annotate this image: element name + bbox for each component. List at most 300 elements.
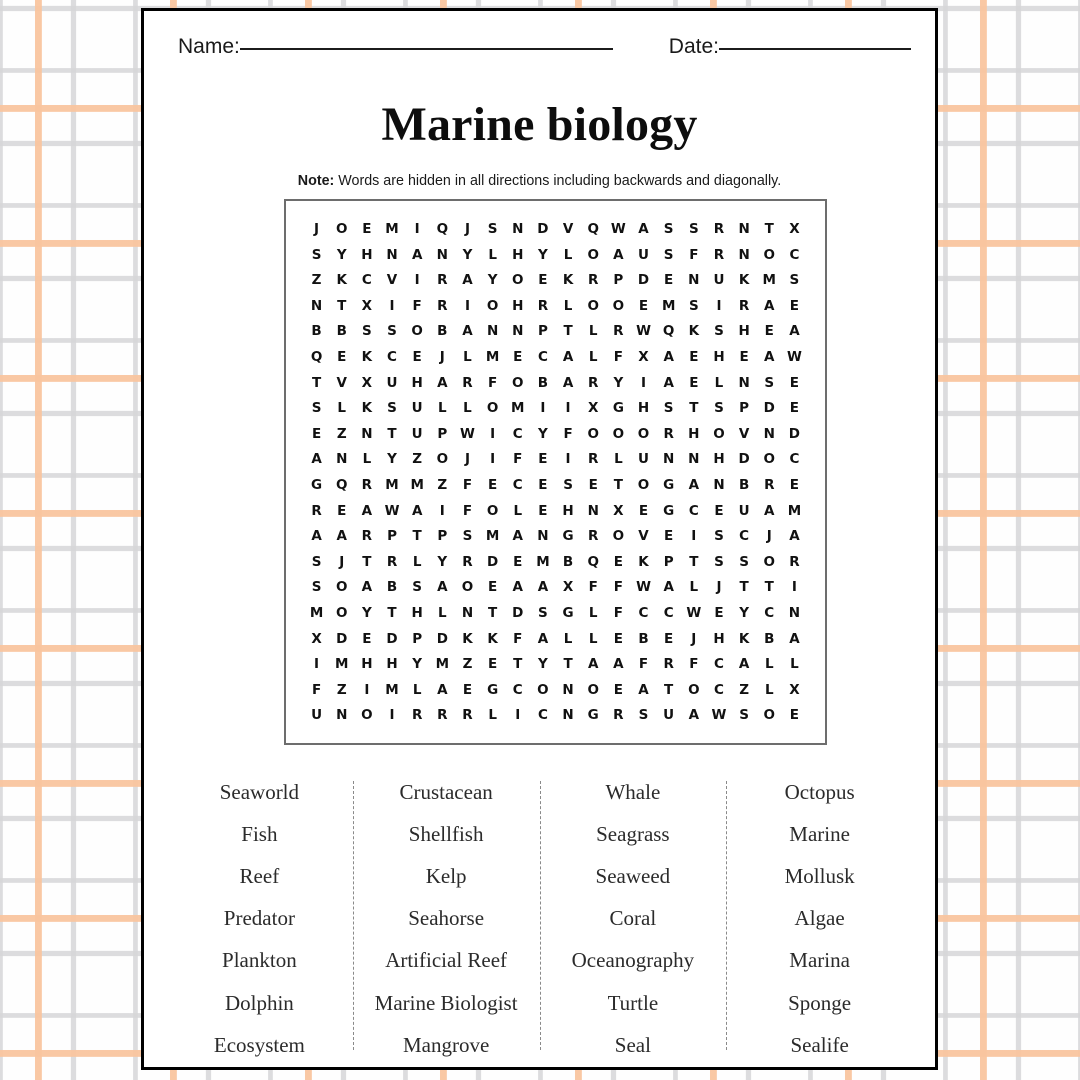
grid-cell[interactable]: T — [689, 400, 699, 417]
grid-cell[interactable]: Z — [412, 451, 423, 468]
grid-cell[interactable]: X — [638, 349, 649, 366]
grid-cell[interactable]: S — [663, 400, 674, 417]
grid-cell[interactable]: B — [738, 476, 750, 493]
grid-cell[interactable]: D — [763, 400, 775, 417]
grid-cell[interactable]: T — [563, 323, 573, 340]
grid-cell[interactable]: O — [637, 425, 650, 442]
grid-cell[interactable]: R — [789, 553, 800, 570]
grid-cell[interactable]: K — [462, 630, 473, 647]
grid-cell[interactable]: A — [562, 349, 574, 366]
grid-cell[interactable]: R — [764, 476, 775, 493]
grid-cell[interactable]: Q — [587, 553, 599, 570]
grid-cell[interactable]: G — [562, 604, 574, 621]
grid-cell[interactable]: B — [311, 323, 322, 340]
grid-cell[interactable]: K — [487, 630, 498, 647]
grid-cell[interactable]: I — [364, 681, 370, 698]
grid-cell[interactable]: R — [462, 553, 473, 570]
grid-cell[interactable]: S — [311, 579, 322, 596]
grid-cell[interactable]: A — [411, 246, 423, 263]
grid-cell[interactable]: E — [538, 272, 548, 289]
grid-cell[interactable]: D — [512, 604, 524, 621]
grid-cell[interactable]: J — [691, 630, 697, 647]
grid-cell[interactable]: U — [411, 400, 423, 417]
grid-cell[interactable]: S — [462, 528, 473, 545]
grid-cell[interactable]: T — [337, 297, 347, 314]
grid-cell[interactable]: A — [361, 502, 373, 519]
grid-cell[interactable]: E — [789, 400, 800, 417]
grid-cell[interactable]: L — [513, 502, 523, 519]
grid-cell[interactable]: I — [414, 221, 420, 238]
grid-cell[interactable]: I — [490, 451, 496, 468]
grid-cell[interactable]: J — [464, 221, 470, 238]
grid-cell[interactable]: C — [537, 349, 548, 366]
grid-cell[interactable]: O — [512, 272, 524, 289]
grid-cell[interactable]: I — [464, 297, 470, 314]
grid-cell[interactable]: S — [714, 553, 724, 570]
grid-cell[interactable]: W — [636, 579, 651, 596]
word-list-item[interactable]: Mollusk — [784, 863, 855, 888]
grid-cell[interactable]: K — [738, 630, 750, 647]
grid-cell[interactable]: R — [437, 272, 448, 289]
grid-cell[interactable]: Y — [437, 553, 448, 570]
grid-cell[interactable]: I — [490, 425, 496, 442]
grid-cell[interactable]: E — [488, 656, 498, 673]
grid-cell[interactable]: A — [512, 528, 523, 545]
grid-cell[interactable]: R — [361, 476, 373, 493]
grid-cell[interactable]: R — [588, 451, 599, 468]
grid-cell[interactable]: S — [714, 323, 724, 340]
grid-cell[interactable]: G — [612, 400, 624, 417]
grid-cell[interactable]: V — [562, 221, 574, 238]
grid-cell[interactable]: Z — [739, 681, 750, 698]
word-list-item[interactable]: Octopus — [784, 779, 855, 804]
grid-cell[interactable]: R — [613, 707, 624, 724]
grid-cell[interactable]: F — [689, 246, 699, 263]
grid-cell[interactable]: N — [688, 451, 700, 468]
grid-cell[interactable]: I — [716, 297, 722, 314]
grid-cell[interactable]: J — [314, 221, 320, 238]
grid-cell[interactable]: E — [337, 502, 347, 519]
grid-cell[interactable]: H — [738, 323, 750, 340]
grid-cell[interactable]: H — [688, 425, 700, 442]
grid-cell[interactable]: B — [437, 323, 448, 340]
grid-cell[interactable]: S — [789, 272, 800, 289]
grid-cell[interactable]: N — [436, 246, 448, 263]
word-list-item[interactable]: Oceanography — [571, 948, 695, 973]
grid-cell[interactable]: R — [663, 656, 674, 673]
grid-cell[interactable]: A — [562, 374, 574, 391]
grid-cell[interactable]: A — [738, 656, 750, 673]
grid-cell[interactable]: T — [513, 656, 523, 673]
grid-cell[interactable]: L — [588, 349, 598, 366]
grid-cell[interactable]: S — [311, 553, 322, 570]
grid-cell[interactable]: O — [335, 604, 348, 621]
grid-cell[interactable]: D — [386, 630, 398, 647]
grid-cell[interactable]: Y — [538, 246, 548, 263]
grid-cell[interactable]: S — [688, 297, 699, 314]
grid-cell[interactable]: P — [663, 553, 674, 570]
grid-cell[interactable]: C — [512, 476, 523, 493]
grid-cell[interactable]: I — [565, 451, 571, 468]
grid-cell[interactable]: T — [689, 553, 699, 570]
grid-cell[interactable]: I — [389, 297, 395, 314]
grid-cell[interactable]: A — [437, 579, 448, 596]
grid-cell[interactable]: Y — [412, 656, 423, 673]
grid-cell[interactable]: W — [610, 221, 626, 238]
grid-cell[interactable]: F — [638, 656, 649, 673]
grid-cell[interactable]: Q — [587, 221, 599, 238]
grid-cell[interactable]: D — [637, 272, 650, 289]
grid-cell[interactable]: O — [713, 425, 725, 442]
grid-cell[interactable]: N — [788, 604, 801, 621]
grid-cell[interactable]: F — [563, 425, 573, 442]
grid-cell[interactable]: H — [386, 656, 398, 673]
grid-cell[interactable]: A — [361, 579, 373, 596]
grid-cell[interactable]: H — [713, 451, 725, 468]
grid-cell[interactable]: L — [588, 604, 598, 621]
grid-cell[interactable]: B — [562, 553, 574, 570]
grid-cell[interactable]: S — [563, 476, 573, 493]
grid-cell[interactable]: V — [386, 272, 398, 289]
grid-cell[interactable]: X — [789, 681, 800, 698]
grid-cell[interactable]: M — [511, 400, 525, 417]
grid-cell[interactable]: B — [386, 579, 398, 596]
grid-cell[interactable]: E — [789, 707, 800, 724]
grid-cell[interactable]: H — [361, 656, 373, 673]
grid-cell[interactable]: J — [716, 579, 722, 596]
grid-cell[interactable]: L — [588, 630, 598, 647]
grid-cell[interactable]: C — [789, 246, 800, 263]
grid-cell[interactable]: I — [540, 400, 546, 417]
grid-cell[interactable]: M — [410, 476, 424, 493]
grid-cell[interactable]: A — [663, 374, 674, 391]
grid-cell[interactable]: A — [437, 681, 448, 698]
grid-cell[interactable]: A — [789, 630, 800, 647]
grid-cell[interactable]: E — [613, 630, 623, 647]
grid-cell[interactable]: S — [739, 707, 749, 724]
grid-cell[interactable]: L — [337, 400, 347, 417]
word-list-item[interactable]: Plankton — [222, 948, 297, 973]
grid-cell[interactable]: R — [411, 707, 423, 724]
grid-cell[interactable]: L — [488, 246, 497, 263]
grid-cell[interactable]: T — [613, 476, 623, 493]
word-list-item[interactable]: Ecosystem — [213, 1032, 305, 1057]
grid-cell[interactable]: E — [664, 272, 674, 289]
grid-cell[interactable]: T — [387, 425, 397, 442]
grid-cell[interactable]: L — [463, 400, 472, 417]
grid-cell[interactable]: I — [565, 400, 571, 417]
grid-cell[interactable]: Z — [462, 656, 473, 673]
grid-cell[interactable]: D — [336, 630, 348, 647]
word-list-item[interactable]: Seal — [614, 1032, 651, 1057]
grid-cell[interactable]: M — [485, 528, 500, 545]
grid-cell[interactable]: R — [588, 528, 599, 545]
grid-cell[interactable]: A — [613, 656, 624, 673]
grid-cell[interactable]: C — [361, 272, 372, 289]
grid-cell[interactable]: T — [362, 553, 372, 570]
grid-cell[interactable]: C — [638, 604, 649, 621]
grid-cell[interactable]: W — [460, 425, 475, 442]
grid-cell[interactable]: L — [438, 400, 447, 417]
grid-cell[interactable]: A — [613, 246, 624, 263]
grid-cell[interactable]: Q — [310, 349, 323, 366]
grid-cell[interactable]: J — [439, 349, 445, 366]
grid-cell[interactable]: U — [738, 502, 750, 519]
grid-cell[interactable]: A — [638, 681, 649, 698]
grid-cell[interactable]: A — [688, 476, 700, 493]
grid-cell[interactable]: E — [488, 579, 498, 596]
grid-cell[interactable]: E — [538, 476, 548, 493]
grid-cell[interactable]: Y — [487, 272, 498, 289]
grid-cell[interactable]: G — [487, 681, 499, 698]
grid-cell[interactable]: T — [412, 528, 422, 545]
grid-cell[interactable]: R — [713, 246, 725, 263]
grid-cell[interactable]: A — [764, 297, 775, 314]
grid-cell[interactable]: F — [462, 476, 473, 493]
grid-cell[interactable]: N — [461, 604, 474, 621]
grid-cell[interactable]: P — [437, 528, 448, 545]
grid-cell[interactable]: B — [336, 323, 347, 340]
grid-cell[interactable]: W — [786, 349, 802, 366]
grid-cell[interactable]: C — [688, 502, 699, 519]
word-search-grid[interactable] — [304, 217, 807, 729]
grid-cell[interactable]: S — [311, 246, 322, 263]
grid-cell[interactable]: A — [789, 323, 800, 340]
grid-cell[interactable]: E — [513, 349, 523, 366]
grid-cell[interactable]: F — [412, 297, 422, 314]
grid-cell[interactable]: N — [486, 323, 499, 340]
grid-cell[interactable]: U — [411, 425, 423, 442]
grid-cell[interactable]: L — [563, 630, 573, 647]
grid-cell[interactable]: T — [664, 681, 674, 698]
grid-cell[interactable]: E — [689, 349, 699, 366]
grid-cell[interactable]: T — [488, 604, 498, 621]
grid-cell[interactable]: S — [764, 374, 775, 391]
grid-cell[interactable]: Z — [336, 425, 347, 442]
grid-cell[interactable]: E — [664, 630, 674, 647]
grid-cell[interactable]: E — [789, 476, 800, 493]
grid-cell[interactable]: O — [587, 425, 599, 442]
grid-cell[interactable]: A — [311, 451, 322, 468]
grid-cell[interactable]: W — [686, 604, 702, 621]
grid-cell[interactable]: O — [587, 681, 599, 698]
grid-cell[interactable]: O — [763, 246, 775, 263]
grid-cell[interactable]: Y — [739, 604, 749, 621]
grid-cell[interactable]: E — [462, 681, 473, 698]
grid-cell[interactable]: C — [537, 707, 548, 724]
grid-cell[interactable]: U — [386, 374, 398, 391]
grid-cell[interactable]: F — [488, 374, 498, 391]
grid-cell[interactable]: W — [384, 502, 400, 519]
grid-cell[interactable]: F — [513, 630, 523, 647]
grid-cell[interactable]: G — [663, 502, 675, 519]
grid-cell[interactable]: T — [739, 579, 749, 596]
grid-cell[interactable]: M — [385, 681, 399, 698]
grid-cell[interactable]: X — [588, 400, 599, 417]
grid-cell[interactable]: E — [638, 502, 649, 519]
word-list-item[interactable]: Dolphin — [224, 990, 294, 1015]
grid-cell[interactable]: N — [310, 297, 323, 314]
grid-cell[interactable]: E — [689, 374, 699, 391]
grid-cell[interactable]: A — [411, 502, 423, 519]
grid-cell[interactable]: E — [412, 349, 422, 366]
grid-cell[interactable]: S — [412, 579, 423, 596]
grid-cell[interactable]: O — [587, 297, 599, 314]
grid-cell[interactable]: L — [463, 349, 472, 366]
grid-cell[interactable]: S — [714, 400, 724, 417]
grid-cell[interactable]: V — [336, 374, 347, 391]
grid-cell[interactable]: N — [738, 221, 750, 238]
grid-cell[interactable]: R — [437, 297, 448, 314]
grid-cell[interactable]: S — [688, 221, 699, 238]
grid-cell[interactable]: L — [563, 246, 573, 263]
word-list-item[interactable]: Seahorse — [408, 906, 485, 931]
grid-cell[interactable]: O — [461, 579, 474, 596]
grid-cell[interactable]: T — [764, 221, 774, 238]
grid-cell[interactable]: L — [588, 323, 598, 340]
grid-cell[interactable]: B — [764, 630, 775, 647]
grid-cell[interactable]: C — [714, 656, 724, 673]
grid-cell[interactable]: A — [688, 707, 700, 724]
grid-cell[interactable]: X — [361, 297, 373, 314]
grid-cell[interactable]: Q — [662, 323, 675, 340]
grid-cell[interactable]: S — [663, 246, 674, 263]
grid-cell[interactable]: I — [389, 707, 395, 724]
grid-cell[interactable]: N — [336, 707, 348, 724]
grid-cell[interactable]: C — [512, 425, 523, 442]
grid-cell[interactable]: H — [562, 502, 574, 519]
grid-cell[interactable]: P — [613, 272, 624, 289]
grid-cell[interactable]: O — [612, 297, 625, 314]
grid-cell[interactable]: E — [714, 604, 724, 621]
grid-cell[interactable]: S — [487, 221, 498, 238]
word-list-item[interactable]: Seagrass — [596, 821, 670, 846]
grid-cell[interactable]: X — [789, 221, 800, 238]
word-list-item[interactable]: Crustacean — [399, 779, 493, 804]
grid-cell[interactable]: V — [638, 528, 649, 545]
grid-cell[interactable]: I — [314, 656, 320, 673]
grid-cell[interactable]: U — [638, 451, 649, 468]
grid-cell[interactable]: R — [437, 707, 448, 724]
grid-cell[interactable]: X — [562, 579, 574, 596]
grid-cell[interactable]: I — [641, 374, 647, 391]
grid-cell[interactable]: A — [462, 323, 473, 340]
grid-cell[interactable]: A — [462, 272, 473, 289]
grid-cell[interactable]: Y — [361, 604, 372, 621]
word-list-item[interactable]: Algae — [794, 906, 845, 931]
grid-cell[interactable]: X — [613, 502, 624, 519]
grid-cell[interactable]: L — [412, 681, 422, 698]
grid-cell[interactable]: I — [414, 272, 420, 289]
grid-cell[interactable]: E — [588, 476, 598, 493]
grid-cell[interactable]: R — [462, 707, 473, 724]
grid-cell[interactable]: J — [339, 553, 345, 570]
grid-cell[interactable]: N — [663, 451, 675, 468]
word-list-item[interactable]: Whale — [605, 779, 661, 804]
grid-cell[interactable]: I — [791, 579, 797, 596]
grid-cell[interactable]: S — [663, 221, 674, 238]
grid-cell[interactable]: M — [335, 656, 349, 673]
grid-cell[interactable]: T — [563, 656, 573, 673]
grid-cell[interactable]: L — [488, 707, 497, 724]
grid-cell[interactable]: A — [537, 579, 549, 596]
grid-cell[interactable]: O — [361, 707, 373, 724]
grid-cell[interactable]: R — [462, 374, 473, 391]
grid-cell[interactable]: O — [411, 323, 423, 340]
grid-cell[interactable]: K — [361, 400, 373, 417]
grid-cell[interactable]: L — [764, 681, 774, 698]
grid-cell[interactable]: N — [763, 425, 775, 442]
grid-cell[interactable]: M — [435, 656, 450, 673]
grid-cell[interactable]: C — [764, 604, 775, 621]
grid-cell[interactable]: K — [361, 349, 373, 366]
grid-cell[interactable]: N — [336, 451, 348, 468]
grid-cell[interactable]: Y — [613, 374, 624, 391]
grid-cell[interactable]: E — [638, 297, 649, 314]
grid-cell[interactable]: T — [764, 579, 774, 596]
grid-cell[interactable]: P — [537, 323, 548, 340]
word-list-item[interactable]: Seaworld — [219, 779, 300, 804]
grid-cell[interactable]: J — [766, 528, 772, 545]
grid-cell[interactable]: E — [789, 374, 800, 391]
grid-cell[interactable]: C — [387, 349, 397, 366]
grid-cell[interactable]: S — [311, 400, 322, 417]
grid-cell[interactable]: Q — [436, 221, 449, 238]
grid-cell[interactable]: H — [411, 374, 423, 391]
grid-cell[interactable]: E — [362, 221, 372, 238]
grid-cell[interactable]: N — [738, 374, 750, 391]
word-list-item[interactable]: Coral — [609, 906, 657, 931]
grid-cell[interactable]: C — [512, 681, 523, 698]
grid-cell[interactable]: Y — [462, 246, 473, 263]
grid-cell[interactable]: C — [789, 451, 800, 468]
grid-cell[interactable]: J — [464, 451, 470, 468]
grid-cell[interactable]: G — [311, 476, 323, 493]
grid-cell[interactable]: N — [688, 272, 700, 289]
grid-cell[interactable]: O — [763, 451, 775, 468]
grid-cell[interactable]: X — [361, 374, 373, 391]
grid-cell[interactable]: N — [386, 246, 398, 263]
grid-cell[interactable]: K — [336, 272, 347, 289]
grid-cell[interactable]: K — [638, 553, 649, 570]
grid-cell[interactable]: O — [688, 681, 700, 698]
grid-cell[interactable]: I — [439, 502, 445, 519]
grid-cell[interactable]: P — [437, 425, 448, 442]
grid-cell[interactable]: X — [311, 630, 322, 647]
grid-cell[interactable]: G — [562, 528, 574, 545]
grid-cell[interactable]: L — [614, 451, 623, 468]
grid-cell[interactable]: H — [713, 349, 725, 366]
grid-cell[interactable]: O — [637, 476, 650, 493]
grid-cell[interactable]: R — [588, 374, 599, 391]
grid-cell[interactable]: D — [537, 221, 549, 238]
grid-cell[interactable]: N — [537, 528, 549, 545]
grid-cell[interactable]: N — [562, 707, 574, 724]
grid-cell[interactable]: F — [311, 681, 322, 698]
grid-cell[interactable]: L — [714, 374, 724, 391]
grid-cell[interactable]: O — [763, 707, 775, 724]
word-list-item[interactable]: Shellfish — [408, 821, 484, 846]
grid-cell[interactable]: S — [362, 323, 372, 340]
date-input-line[interactable] — [719, 48, 911, 50]
grid-cell[interactable]: E — [337, 349, 347, 366]
grid-cell[interactable]: Y — [336, 246, 347, 263]
grid-cell[interactable]: T — [311, 374, 322, 391]
grid-cell[interactable]: L — [563, 297, 573, 314]
grid-cell[interactable]: A — [537, 630, 549, 647]
grid-cell[interactable]: E — [789, 297, 800, 314]
grid-cell[interactable]: P — [387, 528, 397, 545]
